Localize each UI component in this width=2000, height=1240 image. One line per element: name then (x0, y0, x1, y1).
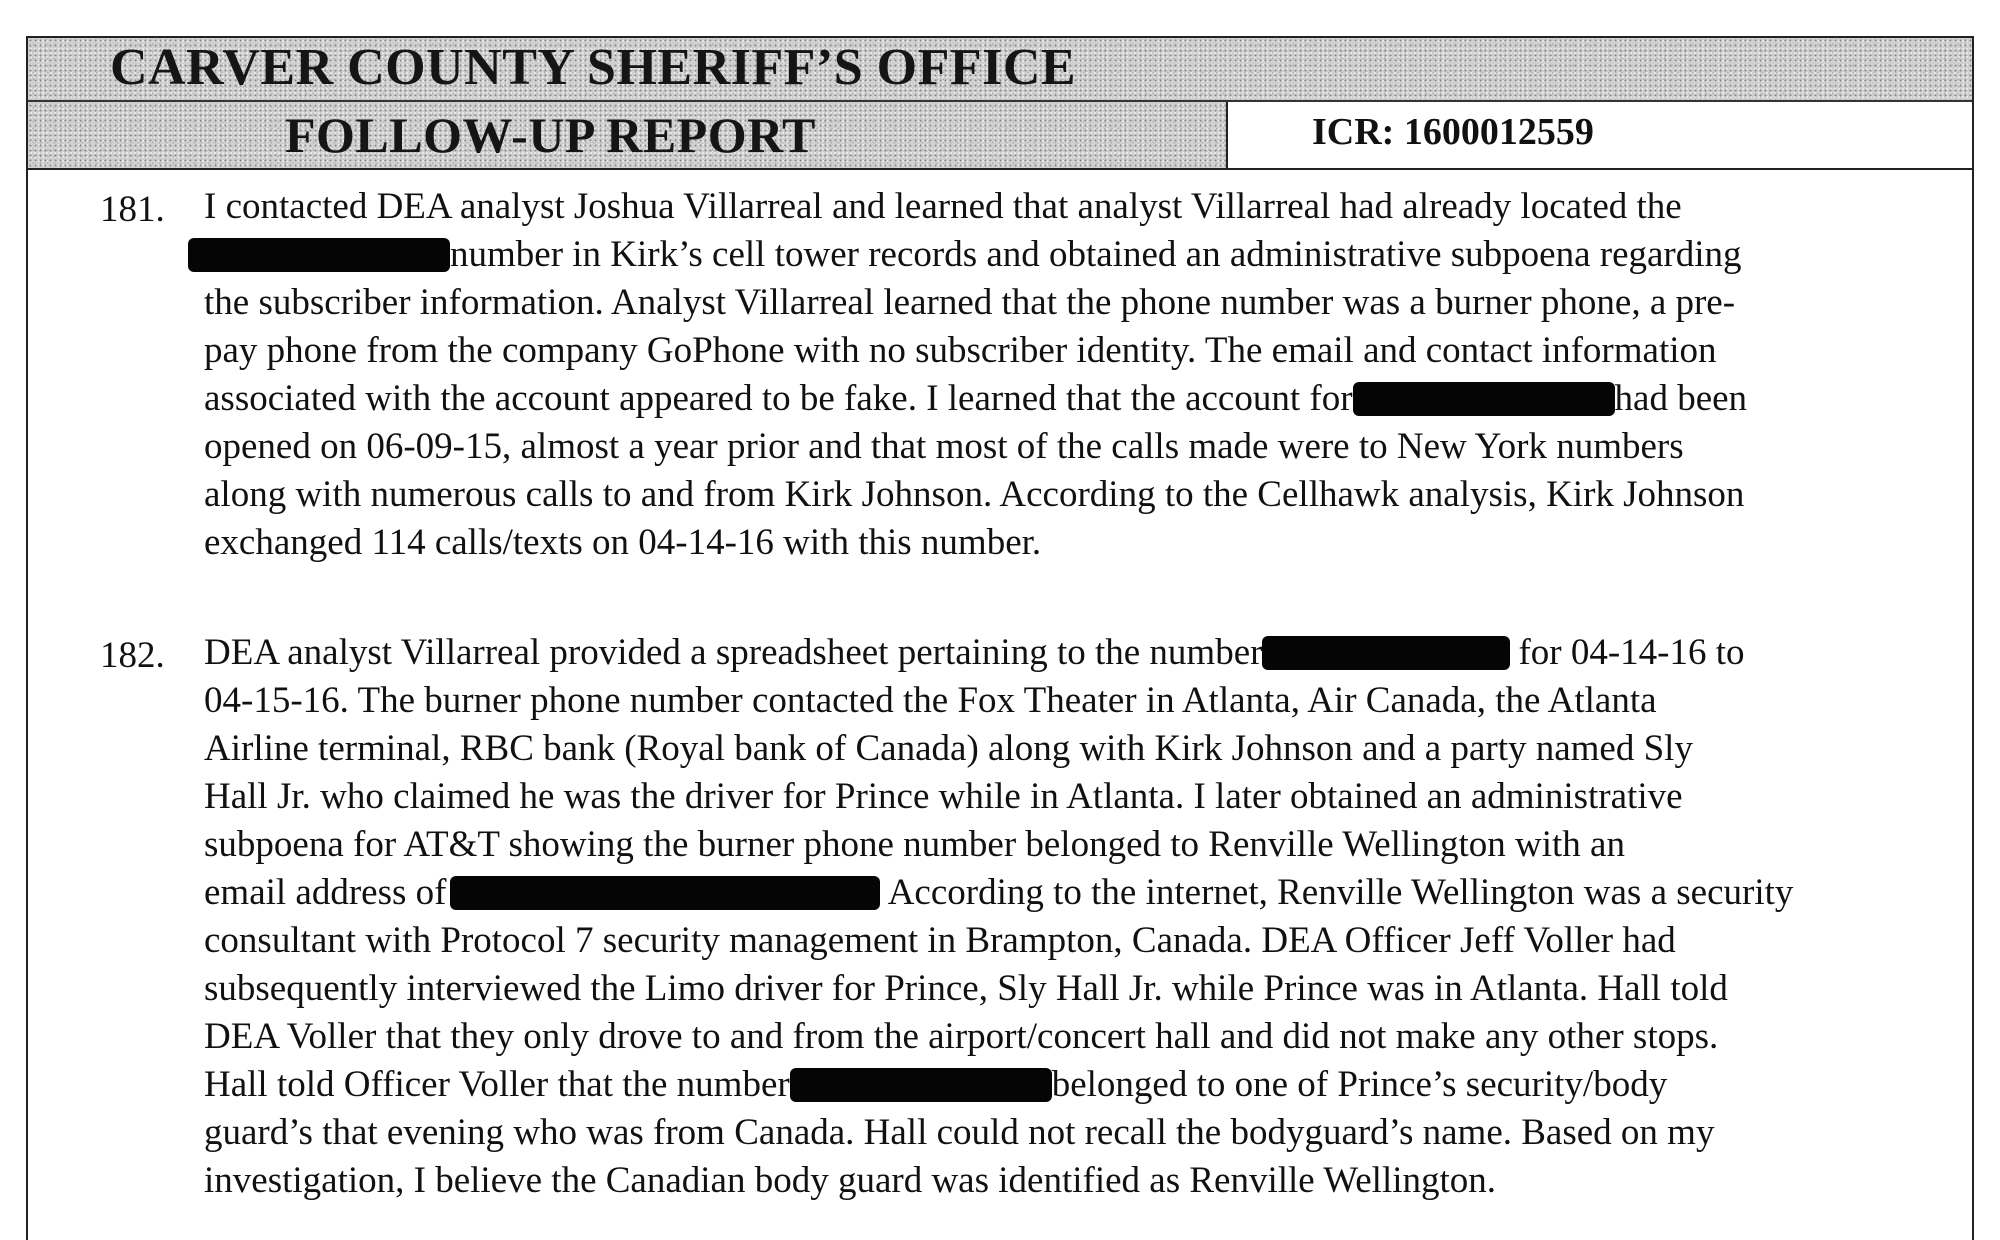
redaction-block (1353, 382, 1615, 416)
text-line (204, 1162, 1496, 1199)
report-type-title: FOLLOW-UP REPORT (285, 107, 816, 163)
paragraph-number: 182. (100, 635, 165, 676)
line-text: had been (1614, 378, 1748, 419)
line-text: opened on 06-09-15, almost a year prior and that most of the calls made were to New York numbers (204, 426, 1684, 467)
text-line (204, 634, 1745, 671)
frame-left-border (26, 36, 28, 1240)
line-text: the subscriber information. Analyst Villarreal learned that the phone number was a burner phone, a pre- (204, 282, 1736, 323)
text-line (204, 1018, 1718, 1055)
text-line (204, 874, 1793, 911)
frame-right-border (1972, 36, 1974, 1240)
line-text: pay phone from the company GoPhone with no subscriber identity. The email and contact information (204, 330, 1717, 371)
line-text: subpoena for AT&T showing the burner phone number belonged to Renville Wellington with an (204, 824, 1625, 865)
line-text: number in Kirk’s cell tower records and obtained an administrative subpoena regarding (450, 234, 1742, 275)
text-line (204, 476, 1744, 513)
redaction-block (790, 1068, 1052, 1102)
line-text: exchanged 114 calls/texts on 04-14-16 with this number. (204, 522, 1042, 563)
text-line (204, 428, 1684, 465)
line-text: According to the internet, Renville Wellington was a security (880, 872, 1794, 913)
text-line (204, 1114, 1714, 1151)
line-text: associated with the account appeared to be fake. I learned that the account for (204, 378, 1353, 419)
text-line (204, 332, 1717, 369)
agency-title: CARVER COUNTY SHERIFF’S OFFICE (110, 39, 1077, 96)
text-line (204, 970, 1728, 1007)
line-text: belonged to one of Prince’s security/body (1051, 1064, 1668, 1105)
line-text: guard’s that evening who was from Canada. Hall could not recall the bodyguard’s name. Based on my (204, 1112, 1715, 1153)
line-text: DEA Voller that they only drove to and from the airport/concert hall and did not make any other stops. (204, 1016, 1719, 1057)
line-text: investigation, I believe the Canadian body guard was identified as Renville Wellington. (204, 1160, 1497, 1201)
redaction-block (1262, 636, 1510, 670)
line-text: along with numerous calls to and from Kirk Johnson. According to the Cellhawk analysis, Kirk Johnson (204, 474, 1745, 515)
text-line (204, 682, 1657, 719)
line-text: DEA analyst Villarreal provided a spreadsheet pertaining to the number (204, 632, 1263, 673)
line-text: I contacted DEA analyst Joshua Villarreal and learned that analyst Villarreal had already located the (204, 186, 1682, 227)
line-text: consultant with Protocol 7 security management in Brampton, Canada. DEA Officer Jeff Voller had (204, 920, 1676, 961)
paragraph-number: 181. (100, 189, 165, 230)
text-line (204, 524, 1041, 561)
text-line (188, 236, 1742, 273)
line-text: for 04-14-16 to (1518, 632, 1745, 673)
icr-box (1226, 102, 1972, 168)
text-line (204, 826, 1625, 863)
line-text: Hall Jr. who claimed he was the driver for Prince while in Atlanta. I later obtained an administrative (204, 776, 1683, 817)
text-line (204, 730, 1693, 767)
line-text: email address of (204, 872, 447, 913)
icr-number: ICR: 1600012559 (1312, 111, 1594, 153)
text-line (204, 922, 1676, 959)
line-text: Airline terminal, RBC bank (Royal bank of Canada) along with Kirk Johnson and a party named Sly (204, 728, 1693, 769)
line-text: subsequently interviewed the Limo driver for Prince, Sly Hall Jr. while Prince was in Atlanta. Hall told (204, 968, 1728, 1009)
redaction-block (450, 876, 880, 910)
line-text: Hall told Officer Voller that the number (204, 1064, 790, 1105)
line-text: 04-15-16. The burner phone number contacted the Fox Theater in Atlanta, Air Canada, the Atlanta (204, 680, 1657, 721)
text-line (204, 1066, 1667, 1103)
text-line (204, 380, 1747, 417)
redaction-block (188, 238, 450, 272)
text-line (204, 778, 1683, 815)
text-line (204, 284, 1735, 321)
text-line (204, 188, 1682, 225)
